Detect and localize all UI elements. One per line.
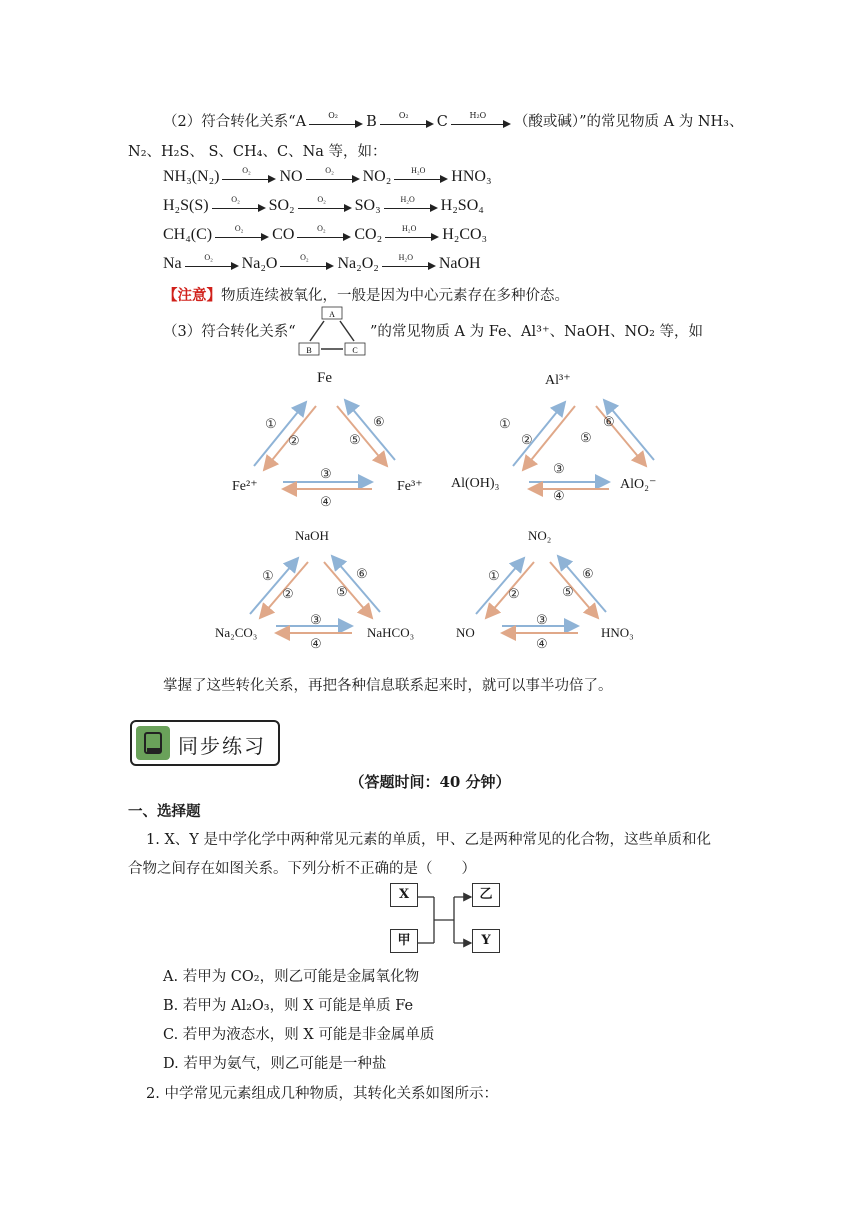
svg-text:④: ④ — [310, 636, 322, 651]
svg-text:C: C — [352, 346, 358, 355]
q1-diagram-lines — [418, 885, 474, 957]
tri1-left: Fe²⁺ — [232, 479, 258, 494]
svg-text:⑤: ⑤ — [349, 432, 361, 447]
svg-text:③: ③ — [536, 612, 548, 627]
tri3-left: Na₂CO₃ — [215, 625, 258, 640]
svg-text:②: ② — [288, 433, 300, 448]
arrow-o2: O₂ — [309, 115, 363, 129]
q1-line2: 合物之间存在如图关系。下列分析不正确的是（ ） — [128, 861, 476, 877]
p2-text-start: （2）符合转化关系“A — [163, 114, 307, 130]
svg-text:④: ④ — [553, 488, 565, 503]
note-text: 物质连续被氧化，一般是因为中心元素存在多种价态。 — [221, 288, 569, 304]
svg-text:⑥: ⑥ — [356, 566, 368, 581]
tri3-right: NaHCO₃ — [367, 625, 415, 640]
q1-box-x: X — [390, 883, 418, 907]
svg-text:⑤: ⑤ — [580, 430, 592, 445]
p2-text-end: （酸或碱）”的常见物质 A 为 NH₃、 — [513, 114, 744, 130]
svg-text:②: ② — [521, 432, 533, 447]
equation-row: H₂S(S) O₂ SO₂ O₂ SO₃ H₂O H₂SO₄ — [163, 195, 484, 214]
note-tag: 【注意】 — [163, 287, 221, 304]
svg-text:①: ① — [499, 416, 511, 431]
svg-text:②: ② — [282, 586, 294, 601]
p2-c: C — [436, 114, 448, 130]
section-header — [130, 720, 280, 766]
tri4-left: NO — [456, 625, 475, 640]
q1-box-y: Y — [472, 929, 500, 953]
svg-text:③: ③ — [310, 612, 322, 627]
q1-line1: 1. X、Y 是中学化学中两种常见元素的单质，甲、乙是两种常见的化合物，这些单质和化 — [146, 832, 711, 848]
svg-text:⑥: ⑥ — [582, 566, 594, 581]
q1-box-yi: 乙 — [472, 883, 500, 907]
tri2-left: Al(OH)₃ — [451, 476, 500, 491]
tri4-right: HNO₃ — [601, 625, 634, 640]
q2-line1: 2. 中学常见元素组成几种物质，其转化关系如图所示： — [146, 1086, 498, 1102]
svg-text:②: ② — [508, 586, 520, 601]
svg-text:④: ④ — [320, 494, 332, 509]
q1-option-a: A. 若甲为 CO₂，则乙可能是金属氧化物 — [163, 969, 420, 985]
svg-text:①: ① — [262, 568, 274, 583]
tri1-top: Fe — [317, 370, 332, 386]
summary-text: 掌握了这些转化关系，再把各种信息联系起来时，就可以事半功倍了。 — [163, 678, 613, 694]
book-icon — [136, 726, 170, 760]
part-heading: 一、选择题 — [128, 803, 201, 820]
svg-text:⑤: ⑤ — [336, 584, 348, 599]
equation-row: NH₃(N₂) O₂ NO O₂ NO₂ H₂O HNO₃ — [163, 166, 492, 185]
svg-text:③: ③ — [553, 461, 565, 476]
q1-option-c: C. 若甲为液态水，则 X 可能是非金属单质 — [163, 1027, 435, 1043]
svg-text:①: ① — [488, 568, 500, 583]
tri2-top: Al³⁺ — [545, 373, 571, 388]
p2-b: B — [366, 114, 377, 130]
answer-time: （答题时间：40 分钟） — [349, 773, 511, 791]
q1-option-b: B. 若甲为 Al₂O₃，则 X 可能是单质 Fe — [163, 998, 414, 1014]
svg-text:A: A — [329, 310, 335, 319]
q1-option-d: D. 若甲为氨气，则乙可能是一种盐 — [163, 1056, 387, 1072]
arrow-o2: O₂ — [380, 115, 434, 129]
svg-text:④: ④ — [536, 636, 548, 651]
p3-start: （3）符合转化关系“ — [163, 324, 296, 340]
svg-text:③: ③ — [320, 466, 332, 481]
tri4-top: NO₂ — [528, 528, 552, 543]
svg-text:B: B — [306, 346, 312, 355]
svg-text:⑥: ⑥ — [603, 414, 615, 429]
svg-text:⑤: ⑤ — [562, 584, 574, 599]
arrow-h2o: H₂O — [451, 115, 511, 129]
p3-end: ”的常见物质 A 为 Fe、Al³⁺、NaOH、NO₂ 等，如 — [370, 324, 703, 340]
svg-text:①: ① — [265, 416, 277, 431]
q1-box-jia: 甲 — [390, 929, 418, 953]
svg-text:⑥: ⑥ — [373, 414, 385, 429]
equation-row: Na O₂ Na₂O O₂ Na₂O₂ H₂O NaOH — [163, 253, 481, 272]
p2-line2: N₂、H₂S、 S、CH₄、C、Na 等，如： — [128, 144, 387, 160]
tri2-right: AlO₂⁻ — [620, 477, 657, 492]
tri1-right: Fe³⁺ — [397, 479, 423, 494]
section-title: 同步练习 — [178, 734, 266, 758]
tri3-top: NaOH — [295, 528, 329, 543]
equation-row: CH₄(C) O₂ CO O₂ CO₂ H₂O H₂CO₃ — [163, 224, 488, 243]
